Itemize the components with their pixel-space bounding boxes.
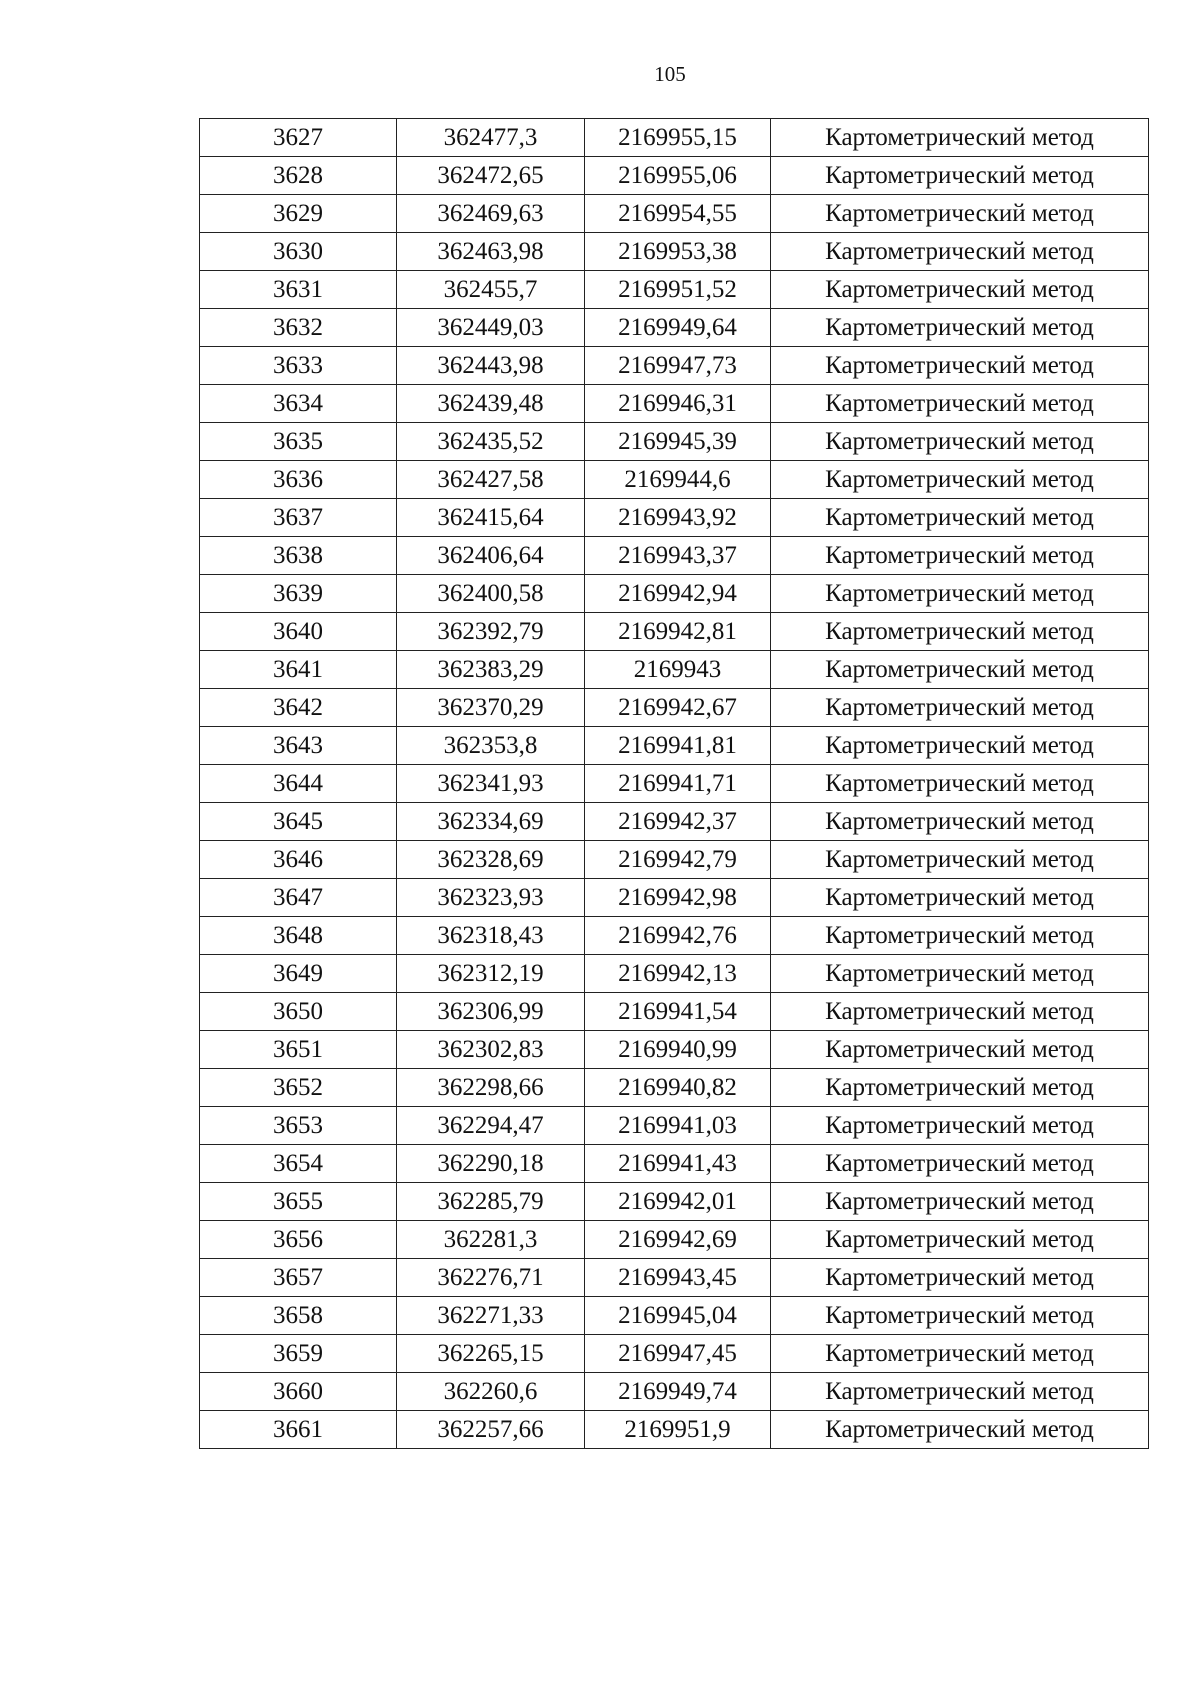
- table-row: [200, 841, 1149, 879]
- method-cell: Картометрический метод: [771, 195, 1149, 233]
- method-cell: Картометрический метод: [771, 1373, 1149, 1411]
- method-cell: Картометрический метод: [771, 1221, 1149, 1259]
- y-coordinate-cell: 2169949,74: [585, 1373, 771, 1411]
- point-number-cell: 3631: [200, 271, 397, 309]
- table-row: [200, 879, 1149, 917]
- y-coordinate-cell: 2169941,81: [585, 727, 771, 765]
- method-cell: Картометрический метод: [771, 841, 1149, 879]
- method-cell: Картометрический метод: [771, 461, 1149, 499]
- table-row: [200, 347, 1149, 385]
- point-number-cell: 3652: [200, 1069, 397, 1107]
- point-number-cell: 3640: [200, 613, 397, 651]
- method-cell: Картометрический метод: [771, 613, 1149, 651]
- x-coordinate-cell: 362306,99: [397, 993, 585, 1031]
- x-coordinate-cell: 362281,3: [397, 1221, 585, 1259]
- method-cell: Картометрический метод: [771, 309, 1149, 347]
- y-coordinate-cell: 2169951,9: [585, 1411, 771, 1449]
- y-coordinate-cell: 2169954,55: [585, 195, 771, 233]
- method-cell: Картометрический метод: [771, 499, 1149, 537]
- method-cell: Картометрический метод: [771, 651, 1149, 689]
- x-coordinate-cell: 362334,69: [397, 803, 585, 841]
- table-row: [200, 233, 1149, 271]
- y-coordinate-cell: 2169947,45: [585, 1335, 771, 1373]
- point-number-cell: 3650: [200, 993, 397, 1031]
- y-coordinate-cell: 2169942,67: [585, 689, 771, 727]
- y-coordinate-cell: 2169945,04: [585, 1297, 771, 1335]
- table-row: [200, 423, 1149, 461]
- table-row: [200, 385, 1149, 423]
- point-number-cell: 3661: [200, 1411, 397, 1449]
- method-cell: Картометрический метод: [771, 727, 1149, 765]
- x-coordinate-cell: 362406,64: [397, 537, 585, 575]
- y-coordinate-cell: 2169942,01: [585, 1183, 771, 1221]
- y-coordinate-cell: 2169951,52: [585, 271, 771, 309]
- y-coordinate-cell: 2169940,82: [585, 1069, 771, 1107]
- method-cell: Картометрический метод: [771, 347, 1149, 385]
- table-row: [200, 1373, 1149, 1411]
- point-number-cell: 3653: [200, 1107, 397, 1145]
- point-number-cell: 3651: [200, 1031, 397, 1069]
- table-row: [200, 1107, 1149, 1145]
- method-cell: Картометрический метод: [771, 803, 1149, 841]
- table-row: [200, 803, 1149, 841]
- x-coordinate-cell: 362427,58: [397, 461, 585, 499]
- y-coordinate-cell: 2169941,03: [585, 1107, 771, 1145]
- method-cell: Картометрический метод: [771, 1297, 1149, 1335]
- y-coordinate-cell: 2169942,98: [585, 879, 771, 917]
- table-row: [200, 765, 1149, 803]
- point-number-cell: 3657: [200, 1259, 397, 1297]
- point-number-cell: 3633: [200, 347, 397, 385]
- x-coordinate-cell: 362370,29: [397, 689, 585, 727]
- x-coordinate-cell: 362285,79: [397, 1183, 585, 1221]
- point-number-cell: 3643: [200, 727, 397, 765]
- x-coordinate-cell: 362328,69: [397, 841, 585, 879]
- point-number-cell: 3648: [200, 917, 397, 955]
- table-row: [200, 1221, 1149, 1259]
- y-coordinate-cell: 2169943: [585, 651, 771, 689]
- method-cell: Картометрический метод: [771, 271, 1149, 309]
- point-number-cell: 3636: [200, 461, 397, 499]
- x-coordinate-cell: 362290,18: [397, 1145, 585, 1183]
- point-number-cell: 3645: [200, 803, 397, 841]
- table-row: [200, 1259, 1149, 1297]
- table-row: [200, 1069, 1149, 1107]
- method-cell: Картометрический метод: [771, 1031, 1149, 1069]
- y-coordinate-cell: 2169942,81: [585, 613, 771, 651]
- x-coordinate-cell: 362439,48: [397, 385, 585, 423]
- table-row: [200, 993, 1149, 1031]
- x-coordinate-cell: 362353,8: [397, 727, 585, 765]
- method-cell: Картометрический метод: [771, 157, 1149, 195]
- table-row: [200, 955, 1149, 993]
- point-number-cell: 3649: [200, 955, 397, 993]
- table-row: [200, 1335, 1149, 1373]
- y-coordinate-cell: 2169943,92: [585, 499, 771, 537]
- point-number-cell: 3630: [200, 233, 397, 271]
- y-coordinate-cell: 2169944,6: [585, 461, 771, 499]
- method-cell: Картометрический метод: [771, 233, 1149, 271]
- x-coordinate-cell: 362435,52: [397, 423, 585, 461]
- method-cell: Картометрический метод: [771, 689, 1149, 727]
- table-row: [200, 537, 1149, 575]
- y-coordinate-cell: 2169943,45: [585, 1259, 771, 1297]
- point-number-cell: 3655: [200, 1183, 397, 1221]
- point-number-cell: 3637: [200, 499, 397, 537]
- x-coordinate-cell: 362415,64: [397, 499, 585, 537]
- point-number-cell: 3642: [200, 689, 397, 727]
- point-number-cell: 3656: [200, 1221, 397, 1259]
- y-coordinate-cell: 2169953,38: [585, 233, 771, 271]
- x-coordinate-cell: 362323,93: [397, 879, 585, 917]
- y-coordinate-cell: 2169949,64: [585, 309, 771, 347]
- point-number-cell: 3629: [200, 195, 397, 233]
- point-number-cell: 3627: [200, 119, 397, 157]
- method-cell: Картометрический метод: [771, 1335, 1149, 1373]
- method-cell: Картометрический метод: [771, 765, 1149, 803]
- table-row: [200, 689, 1149, 727]
- method-cell: Картометрический метод: [771, 575, 1149, 613]
- method-cell: Картометрический метод: [771, 1107, 1149, 1145]
- point-number-cell: 3654: [200, 1145, 397, 1183]
- table-row: [200, 461, 1149, 499]
- x-coordinate-cell: 362298,66: [397, 1069, 585, 1107]
- method-cell: Картометрический метод: [771, 1183, 1149, 1221]
- y-coordinate-cell: 2169942,94: [585, 575, 771, 613]
- x-coordinate-cell: 362477,3: [397, 119, 585, 157]
- point-number-cell: 3638: [200, 537, 397, 575]
- table-row: [200, 1145, 1149, 1183]
- y-coordinate-cell: 2169947,73: [585, 347, 771, 385]
- x-coordinate-cell: 362312,19: [397, 955, 585, 993]
- table-row: [200, 575, 1149, 613]
- point-number-cell: 3659: [200, 1335, 397, 1373]
- x-coordinate-cell: 362341,93: [397, 765, 585, 803]
- y-coordinate-cell: 2169942,13: [585, 955, 771, 993]
- y-coordinate-cell: 2169942,37: [585, 803, 771, 841]
- table-row: [200, 1297, 1149, 1335]
- method-cell: Картометрический метод: [771, 879, 1149, 917]
- coordinates-table-body: [200, 119, 1149, 1449]
- point-number-cell: 3632: [200, 309, 397, 347]
- method-cell: Картометрический метод: [771, 993, 1149, 1031]
- point-number-cell: 3634: [200, 385, 397, 423]
- page-number: 105: [654, 62, 686, 86]
- method-cell: Картометрический метод: [771, 423, 1149, 461]
- table-row: [200, 917, 1149, 955]
- x-coordinate-cell: 362294,47: [397, 1107, 585, 1145]
- point-number-cell: 3628: [200, 157, 397, 195]
- x-coordinate-cell: 362257,66: [397, 1411, 585, 1449]
- x-coordinate-cell: 362449,03: [397, 309, 585, 347]
- y-coordinate-cell: 2169942,76: [585, 917, 771, 955]
- method-cell: Картометрический метод: [771, 119, 1149, 157]
- x-coordinate-cell: 362318,43: [397, 917, 585, 955]
- x-coordinate-cell: 362463,98: [397, 233, 585, 271]
- y-coordinate-cell: 2169941,71: [585, 765, 771, 803]
- table-row: [200, 651, 1149, 689]
- point-number-cell: 3644: [200, 765, 397, 803]
- x-coordinate-cell: 362260,6: [397, 1373, 585, 1411]
- x-coordinate-cell: 362455,7: [397, 271, 585, 309]
- point-number-cell: 3635: [200, 423, 397, 461]
- method-cell: Картометрический метод: [771, 537, 1149, 575]
- table-row: [200, 157, 1149, 195]
- table-row: [200, 727, 1149, 765]
- x-coordinate-cell: 362302,83: [397, 1031, 585, 1069]
- table-row: [200, 119, 1149, 157]
- x-coordinate-cell: 362271,33: [397, 1297, 585, 1335]
- point-number-cell: 3646: [200, 841, 397, 879]
- y-coordinate-cell: 2169943,37: [585, 537, 771, 575]
- point-number-cell: 3658: [200, 1297, 397, 1335]
- method-cell: Картометрический метод: [771, 1259, 1149, 1297]
- y-coordinate-cell: 2169941,54: [585, 993, 771, 1031]
- y-coordinate-cell: 2169945,39: [585, 423, 771, 461]
- method-cell: Картометрический метод: [771, 1411, 1149, 1449]
- method-cell: Картометрический метод: [771, 955, 1149, 993]
- table-row: [200, 271, 1149, 309]
- y-coordinate-cell: 2169955,06: [585, 157, 771, 195]
- x-coordinate-cell: 362400,58: [397, 575, 585, 613]
- x-coordinate-cell: 362469,63: [397, 195, 585, 233]
- x-coordinate-cell: 362265,15: [397, 1335, 585, 1373]
- x-coordinate-cell: 362472,65: [397, 157, 585, 195]
- point-number-cell: 3660: [200, 1373, 397, 1411]
- y-coordinate-cell: 2169941,43: [585, 1145, 771, 1183]
- table-row: [200, 1183, 1149, 1221]
- y-coordinate-cell: 2169942,69: [585, 1221, 771, 1259]
- y-coordinate-cell: 2169955,15: [585, 119, 771, 157]
- table-row: [200, 499, 1149, 537]
- point-number-cell: 3641: [200, 651, 397, 689]
- table-row: [200, 1031, 1149, 1069]
- x-coordinate-cell: 362276,71: [397, 1259, 585, 1297]
- method-cell: Картометрический метод: [771, 917, 1149, 955]
- y-coordinate-cell: 2169946,31: [585, 385, 771, 423]
- method-cell: Картометрический метод: [771, 1069, 1149, 1107]
- method-cell: Картометрический метод: [771, 1145, 1149, 1183]
- x-coordinate-cell: 362392,79: [397, 613, 585, 651]
- point-number-cell: 3647: [200, 879, 397, 917]
- table-row: [200, 1411, 1149, 1449]
- table-row: [200, 309, 1149, 347]
- table-row: [200, 195, 1149, 233]
- point-number-cell: 3639: [200, 575, 397, 613]
- table-row: [200, 613, 1149, 651]
- coordinates-table: [199, 118, 1149, 1449]
- method-cell: Картометрический метод: [771, 385, 1149, 423]
- y-coordinate-cell: 2169940,99: [585, 1031, 771, 1069]
- y-coordinate-cell: 2169942,79: [585, 841, 771, 879]
- x-coordinate-cell: 362383,29: [397, 651, 585, 689]
- x-coordinate-cell: 362443,98: [397, 347, 585, 385]
